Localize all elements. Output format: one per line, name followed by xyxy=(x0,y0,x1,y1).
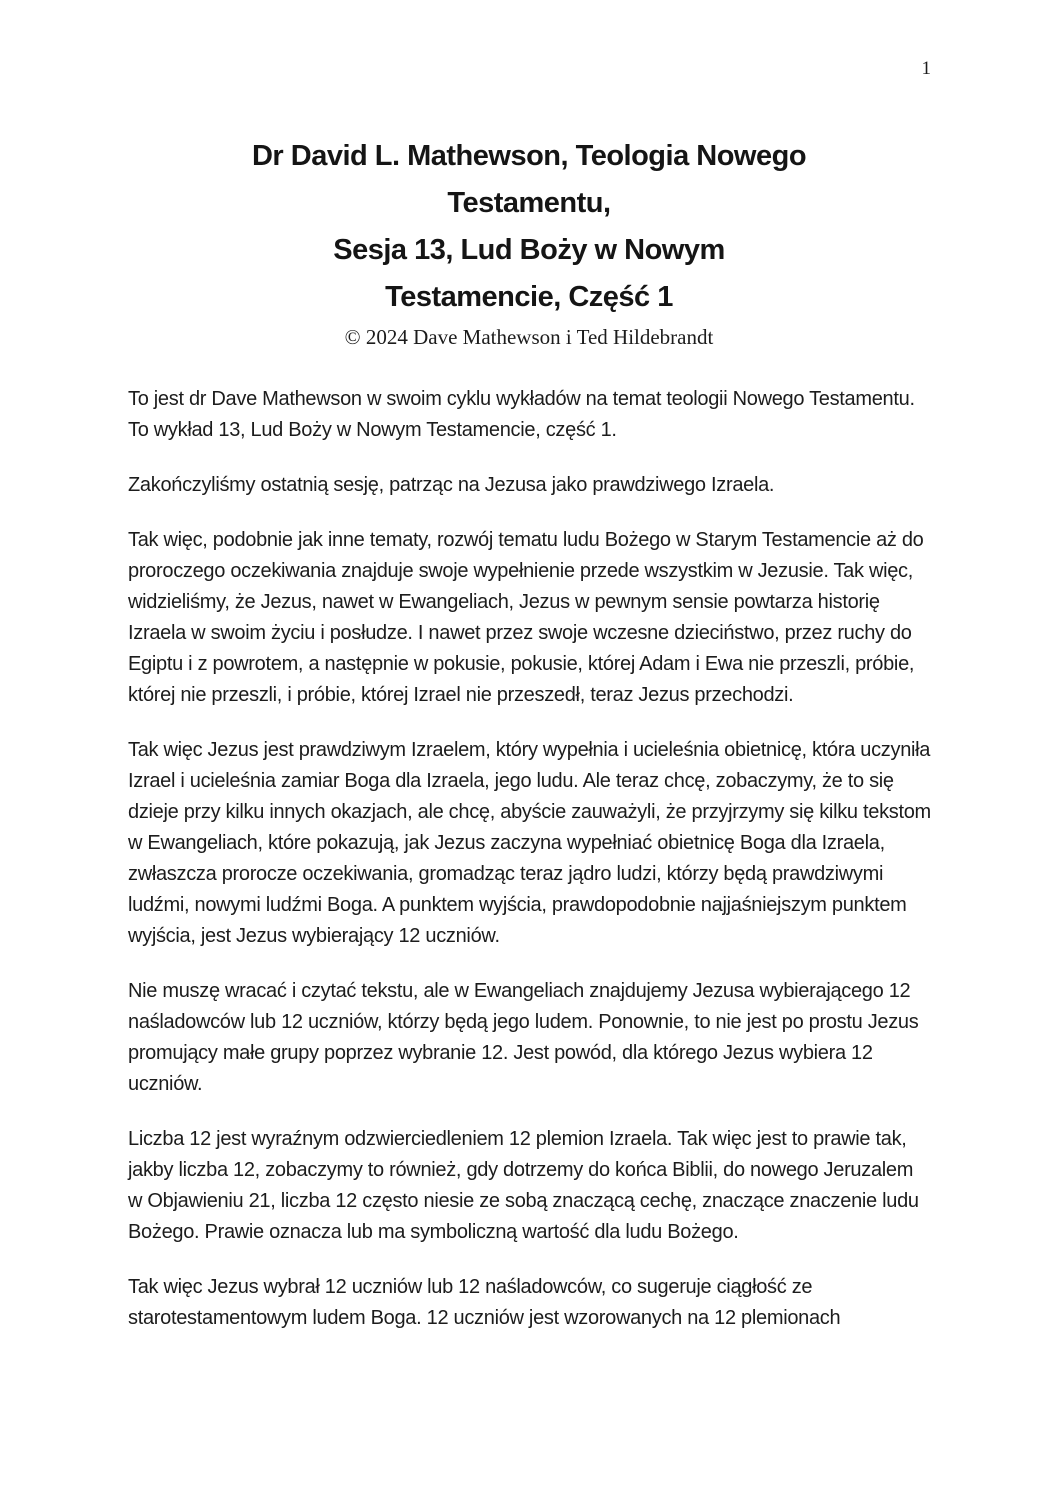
title-line: Sesja 13, Lud Boży w Nowym xyxy=(333,234,725,266)
paragraph: To jest dr Dave Mathewson w swoim cyklu wykładów na temat teologii Nowego Testamentu. To wykład 13, Lud Boży w Nowym Testamencie, część 1. xyxy=(128,388,915,441)
paragraph: Zakończyliśmy ostatnią sesję, patrząc na Jezusa jako prawdziwego Izraela. xyxy=(128,474,775,496)
title-line: Testamentu, xyxy=(447,187,611,219)
paragraph: Liczba 12 jest wyraźnym odzwierciedleniem 12 plemion Izraela. Tak więc jest to prawie tak, jakby liczba 12, zobaczymy to również, gdy dotrzemy do końca Biblii, do nowego Jeruzalem w Objawieniu 21, liczba 12 często niesie ze sobą znaczącą cechę, znaczące znaczenie ludu Bożego. Prawie oznacza lub ma symboliczną wartość dla ludu Bożego. xyxy=(128,1128,919,1243)
title-line: Testamencie, Część 1 xyxy=(385,281,673,313)
paragraph: Tak więc Jezus wybrał 12 uczniów lub 12 naśladowców, co sugeruje ciągłość ze starotestamentowym ludem Boga. 12 uczniów jest wzorowanych na 12 plemionach xyxy=(128,1276,841,1329)
page-number: 1 xyxy=(921,58,931,79)
paragraph: Nie muszę wracać i czytać tekstu, ale w Ewangeliach znajdujemy Jezusa wybierającego 12 naśladowców lub 12 uczniów, którzy będą jego ludem. Ponownie, to nie jest po prostu Jezus promujący małe grupy poprzez wybranie 12. Jest powód, dla którego Jezus wybiera 12 uczniów. xyxy=(128,980,919,1095)
paragraph: Tak więc, podobnie jak inne tematy, rozwój tematu ludu Bożego w Starym Testamencie aż do proroczego oczekiwania znajduje swoje wypełnienie przede wszystkim w Jezusie. Tak więc, widzieliśmy, że Jezus, nawet w Ewangeliach, Jezus w pewnym sensie powtarza historię Izraela w swoim życiu i posłudze. I nawet przez swoje wczesne dzieciństwo, przez ruchy do Egiptu i z powrotem, a następnie w pokusie, pokusie, której Adam i Ewa nie przeszli, próbie, której nie przeszli, i próbie, której Izrael nie przeszedł, teraz Jezus przechodzi. xyxy=(128,529,924,706)
title-line: Dr David L. Mathewson, Teologia Nowego xyxy=(251,140,807,172)
copyright-line: © 2024 Dave Mathewson i Ted Hildebrandt xyxy=(344,325,714,349)
document-body xyxy=(128,384,931,1334)
paragraph: Tak więc Jezus jest prawdziwym Izraelem, który wypełnia i ucieleśnia obietnicę, która uczyniła Izrael i ucieleśnia zamiar Boga dla Izraela, jego ludu. Ale teraz chcę, zobaczymy, że to się dzieje przy kilku innych okazjach, ale chcę, abyście zauważyli, że przyjrzymy się kilku tekstom w Ewangeliach, które pokazują, jak Jezus zaczyna wypełniać obietnicę Boga dla Izraela, zwłaszcza prorocze oczekiwania, gromadząc teraz jądro ludzi, którzy będą prawdziwymi ludźmi, nowymi ludźmi Boga. A punktem wyjścia, prawdopodobnie najjaśniejszym punktem wyjścia, jest Jezus wybierający 12 uczniów. xyxy=(128,739,931,947)
document-title xyxy=(110,133,948,321)
